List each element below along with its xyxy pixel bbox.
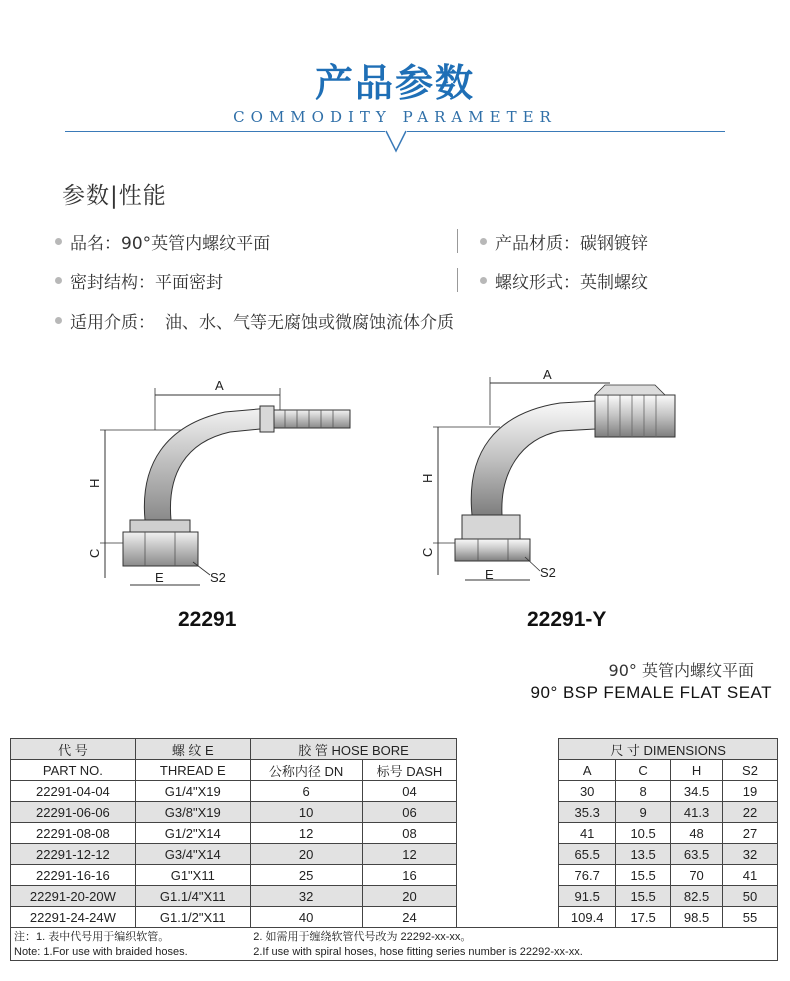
bullet-icon	[480, 277, 487, 284]
hex-nut	[123, 532, 198, 566]
cell-dash: 12	[362, 844, 457, 865]
property-separator	[457, 268, 458, 292]
table-gap	[457, 844, 559, 865]
table-gap	[457, 886, 559, 907]
table-row	[11, 802, 778, 823]
property-thread-value: 英制螺纹	[580, 273, 648, 293]
nut-top	[462, 515, 520, 539]
spec-table	[10, 738, 778, 961]
dim-s2-label: S2	[210, 570, 226, 585]
property-name	[55, 229, 270, 254]
table-gap	[457, 781, 559, 802]
note-row-en	[11, 944, 778, 961]
product-name-en: 90° BSP FEMALE FLAT SEAT	[530, 683, 772, 702]
table-row	[11, 823, 778, 844]
dim-s2-label: S2	[540, 565, 556, 580]
dim-a-label: A	[215, 378, 224, 393]
header-thread-cn: 螺 纹 E	[135, 739, 250, 760]
cell-c: 15.5	[616, 865, 671, 886]
header-code-en: PART NO.	[11, 760, 136, 781]
page-title: 产品参数	[314, 61, 475, 105]
property-separator	[457, 229, 458, 253]
cell-a: 41	[559, 823, 616, 844]
elbow-body	[144, 408, 270, 520]
dim-s2-leader	[193, 562, 210, 575]
header-thread-en: THREAD E	[135, 760, 250, 781]
cell-part: 22291-08-08	[11, 823, 136, 844]
cell-s2: 50	[723, 886, 778, 907]
header-hose: 胶 管 HOSE BORE	[250, 739, 457, 760]
cell-dash: 20	[362, 886, 457, 907]
dim-h-label: H	[420, 473, 435, 483]
cell-s2: 41	[723, 865, 778, 886]
cell-h: 34.5	[671, 781, 723, 802]
section-heading: 参数|性能	[62, 183, 167, 209]
property-thread	[480, 268, 648, 293]
cell-dash: 06	[362, 802, 457, 823]
cell-a: 76.7	[559, 865, 616, 886]
property-thread-label: 螺纹形式：	[495, 273, 580, 293]
dim-c-label: C	[87, 548, 102, 558]
bullet-icon	[55, 277, 62, 284]
table-gap	[457, 823, 559, 844]
cell-h: 48	[671, 823, 723, 844]
dim-a-label: A	[543, 367, 552, 382]
header-hose-dash: 标号 DASH	[362, 760, 457, 781]
table-gap	[457, 865, 559, 886]
property-seal	[55, 268, 223, 293]
note-cn-1: 注：1. 表中代号用于编织软管。	[11, 928, 251, 945]
cell-dn: 20	[250, 844, 362, 865]
bullet-icon	[480, 238, 487, 245]
dim-h-label: H	[87, 478, 102, 488]
cell-dn: 12	[250, 823, 362, 844]
cell-thread: G1/2"X14	[135, 823, 250, 844]
header-code-cn: 代 号	[11, 739, 136, 760]
table-gap	[457, 739, 559, 760]
divider-notch	[385, 130, 407, 154]
cell-h: 98.5	[671, 907, 723, 928]
cell-s2: 27	[723, 823, 778, 844]
cell-part: 22291-06-06	[11, 802, 136, 823]
property-medium-label: 适用介质：	[70, 313, 155, 333]
property-material-label: 产品材质：	[495, 234, 580, 254]
cell-thread: G3/4"X14	[135, 844, 250, 865]
note-cn-2: 2. 如需用于缠绕软管代号改为 22292-xx-xx。	[250, 928, 777, 945]
dim-e-label: E	[485, 567, 494, 582]
cell-a: 35.3	[559, 802, 616, 823]
cell-dash: 08	[362, 823, 457, 844]
table-row	[11, 907, 778, 928]
cell-part: 22291-24-24W	[11, 907, 136, 928]
nut-top	[130, 520, 190, 532]
cell-thread: G1/4"X19	[135, 781, 250, 802]
header-dimensions: 尺 寸 DIMENSIONS	[559, 739, 778, 760]
cell-c: 15.5	[616, 886, 671, 907]
property-medium-value: 油、水、气等无腐蚀或微腐蚀流体介质	[165, 313, 454, 333]
drawing-22291-y	[410, 365, 710, 600]
header-s2: S2	[723, 760, 778, 781]
cell-dash: 24	[362, 907, 457, 928]
page-subtitle: COMMODITY PARAMETER	[233, 108, 557, 126]
cell-c: 9	[616, 802, 671, 823]
table-header-row	[11, 739, 778, 760]
header-a: A	[559, 760, 616, 781]
cell-h: 63.5	[671, 844, 723, 865]
cell-a: 30	[559, 781, 616, 802]
table-gap	[457, 907, 559, 928]
property-name-label: 品名：	[70, 234, 121, 254]
crimp-ferrule	[595, 395, 675, 437]
tail-collar	[260, 406, 274, 432]
cell-part: 22291-04-04	[11, 781, 136, 802]
cell-part: 22291-12-12	[11, 844, 136, 865]
cell-dash: 04	[362, 781, 457, 802]
note-en-1: Note: 1.For use with braided hoses.	[11, 944, 251, 961]
bullet-icon	[55, 317, 62, 324]
dim-e-label: E	[155, 570, 164, 585]
table-row	[11, 886, 778, 907]
cell-a: 65.5	[559, 844, 616, 865]
cell-c: 8	[616, 781, 671, 802]
cell-h: 41.3	[671, 802, 723, 823]
product-name-cn: 90° 英管内螺纹平面	[608, 661, 754, 680]
cell-s2: 22	[723, 802, 778, 823]
property-material-value: 碳钢镀锌	[580, 234, 648, 254]
cell-dn: 25	[250, 865, 362, 886]
cell-thread: G1"X11	[135, 865, 250, 886]
cell-s2: 55	[723, 907, 778, 928]
table-gap	[457, 760, 559, 781]
cell-thread: G1.1/2"X11	[135, 907, 250, 928]
bullet-icon	[55, 238, 62, 245]
cell-dn: 40	[250, 907, 362, 928]
dim-s2-leader	[525, 557, 540, 571]
property-material	[480, 229, 648, 254]
note-row-cn	[11, 928, 778, 945]
property-medium	[55, 308, 454, 333]
property-seal-value: 平面密封	[155, 273, 223, 293]
ferrule-ribs	[595, 385, 665, 395]
cell-h: 70	[671, 865, 723, 886]
table-row	[11, 865, 778, 886]
hose-tail	[270, 410, 350, 428]
cell-s2: 19	[723, 781, 778, 802]
table-gap	[457, 802, 559, 823]
property-seal-label: 密封结构：	[70, 273, 155, 293]
cell-dn: 10	[250, 802, 362, 823]
cell-c: 13.5	[616, 844, 671, 865]
header-c: C	[616, 760, 671, 781]
note-en-2: 2.If use with spiral hoses, hose fitting series number is 22292-xx-xx.	[250, 944, 777, 961]
model-22291-y: 22291-Y	[527, 608, 607, 631]
property-name-value: 90°英管内螺纹平面	[121, 234, 271, 254]
table-header-row	[11, 760, 778, 781]
cell-s2: 32	[723, 844, 778, 865]
hex-nut	[455, 539, 530, 561]
cell-thread: G1.1/4"X11	[135, 886, 250, 907]
cell-a: 91.5	[559, 886, 616, 907]
cell-dn: 6	[250, 781, 362, 802]
header-hose-dn: 公称内径 DN	[250, 760, 362, 781]
cell-part: 22291-16-16	[11, 865, 136, 886]
cell-thread: G3/8"X19	[135, 802, 250, 823]
drawing-22291	[75, 370, 375, 600]
header-h: H	[671, 760, 723, 781]
cell-c: 17.5	[616, 907, 671, 928]
dim-c-label: C	[420, 547, 435, 557]
cell-dn: 32	[250, 886, 362, 907]
cell-c: 10.5	[616, 823, 671, 844]
model-22291: 22291	[178, 608, 237, 631]
cell-h: 82.5	[671, 886, 723, 907]
cell-dash: 16	[362, 865, 457, 886]
table-row	[11, 844, 778, 865]
cell-part: 22291-20-20W	[11, 886, 136, 907]
cell-a: 109.4	[559, 907, 616, 928]
table-row	[11, 781, 778, 802]
